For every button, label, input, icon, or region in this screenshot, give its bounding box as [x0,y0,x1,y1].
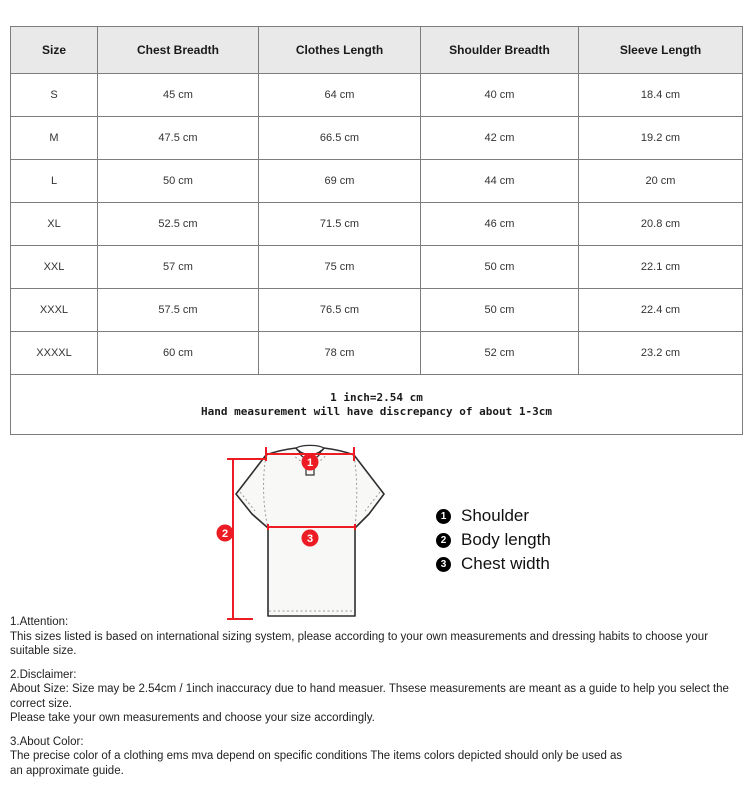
chest-value: 57.5 cm [98,289,259,332]
shoulder-value: 52 cm [421,332,579,375]
shoulder-value: 40 cm [421,74,579,117]
size-value: XXXL [11,289,98,332]
table-row [11,117,743,160]
circled-number-icon: 1 [436,509,451,524]
note-line: About Size: Size may be 2.54cm / 1inch inaccuracy due to hand measuer. Thsese measurements are meant as a guide to help you select the correct size. [10,683,729,710]
note-line: This sizes listed is based on international sizing system, please according to your own measurements and dressing habits to choose your suitable size. [10,630,709,657]
column-header-clothes-length: Clothes Length [259,27,421,74]
size-chart-table [10,26,743,435]
measurement-note [11,375,743,435]
about-color-note [10,735,744,779]
table-row [11,332,743,375]
body-length-badge-number: 2 [221,528,229,540]
sleeve-value: 18.4 cm [579,74,743,117]
shoulder-value: 46 cm [421,203,579,246]
legend-label: Shoulder [461,506,530,525]
collar-back-line [296,445,324,448]
size-value: XL [11,203,98,246]
sleeve-value: 23.2 cm [579,332,743,375]
note-heading: 1.Attention: [10,616,69,628]
note-heading: 2.Disclaimer: [10,668,77,681]
column-header-shoulder-breadth: Shoulder Breadth [421,27,579,74]
length-value: 66.5 cm [259,117,421,160]
column-header-sleeve-length: Sleeve Length [579,27,743,74]
legend-label: Body length [461,530,551,549]
shoulder-value: 50 cm [421,246,579,289]
chest-value: 57 cm [98,246,259,289]
tshirt-measurement-diagram [212,440,402,630]
chest-value: 60 cm [98,332,259,375]
size-value: XXXXL [11,332,98,375]
legend-item-body-length [436,528,551,552]
size-value: M [11,117,98,160]
measurement-legend [436,504,551,576]
sleeve-value: 19.2 cm [579,117,743,160]
table-row [11,74,743,117]
note-heading: 3.About Color: [10,735,84,748]
disclaimer-note [10,668,744,726]
chest-value: 50 cm [98,160,259,203]
length-value: 64 cm [259,74,421,117]
chest-width-badge [302,530,319,547]
table-row [11,289,743,332]
table-header-row [11,27,743,74]
size-value: XXL [11,246,98,289]
shoulder-value: 44 cm [421,160,579,203]
length-value: 78 cm [259,332,421,375]
column-header-chest-breadth: Chest Breadth [98,27,259,74]
shoulder-value: 50 cm [421,289,579,332]
chest-value: 52.5 cm [98,203,259,246]
legend-label: Chest width [461,554,550,573]
length-value: 75 cm [259,246,421,289]
size-value: S [11,74,98,117]
shoulder-badge [302,454,319,471]
footnotes-section [10,615,744,787]
sleeve-value: 22.1 cm [579,246,743,289]
length-value: 71.5 cm [259,203,421,246]
table-row [11,160,743,203]
table-row [11,246,743,289]
table-note-row [11,375,743,435]
chest-value: 45 cm [98,74,259,117]
table-row [11,203,743,246]
size-value: L [11,160,98,203]
length-value: 69 cm [259,160,421,203]
note-line: an approximate guide. [10,764,124,777]
note-line: Please take your own measurements and choose your size accordingly. [10,712,375,724]
column-header-size: Size [11,27,98,74]
body-length-badge [217,525,234,542]
shoulder-badge-number: 1 [306,457,314,469]
inch-conversion-note: 1 inch=2.54 cm [330,390,423,404]
note-line: The precise color of a clothing ems mva depend on specific conditions The items colors depicted should only be used as [10,750,623,762]
sleeve-value: 22.4 cm [579,289,743,332]
chest-value: 47.5 cm [98,117,259,160]
discrepancy-note: Hand measurement will have discrepancy of about 1-3cm [201,404,552,418]
shoulder-value: 42 cm [421,117,579,160]
attention-note [10,615,744,659]
length-value: 76.5 cm [259,289,421,332]
circled-number-icon: 3 [436,557,451,572]
circled-number-icon: 2 [436,533,451,548]
chest-width-badge-number: 3 [306,533,314,545]
legend-item-shoulder [436,504,551,528]
legend-item-chest-width [436,552,551,576]
sleeve-value: 20.8 cm [579,203,743,246]
sleeve-value: 20 cm [579,160,743,203]
